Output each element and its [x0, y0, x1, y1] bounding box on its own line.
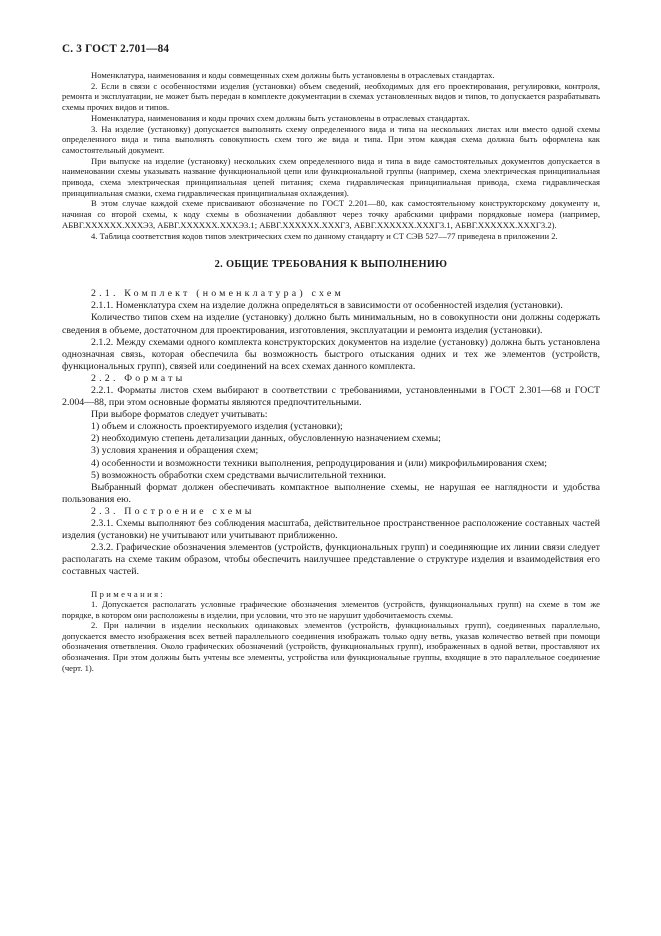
paragraph: 2.3.1. Схемы выполняют без соблюдения масштаба, действительное пространственное расположение составных частей изделия (установки) не учитывают или учитывают приближенно. — [62, 518, 600, 542]
page-content — [62, 70, 600, 673]
note-item: 1. Допускается располагать условные графические обозначения элементов (устройств, функциональных групп) на схеме в том же порядке, в котором они расположены в изделии, при условии, что это не нарушит удобочитаемость схемы. — [62, 599, 600, 620]
list-item: 1) объем и сложность проектируемого изделия (установки); — [91, 421, 343, 433]
section-body — [62, 288, 600, 578]
intro-paragraph: 2. Если в связи с особенностями изделия (установки) объем сведений, необходимых для его проектирования, регулировки, контроля, ремонта и эксплуатации, не может быть передан в комплекте документации в схемах установленных видов и типов, то допускается разрабатывать схемы прочих видов и типов. — [62, 80, 600, 113]
note-item: 2. При наличии в изделии нескольких одинаковых элементов (устройств, функциональных групп), соединенных параллельно, допускается вместо изображения всех ветвей параллельного соединения изображать только одну ветвь, указав количество ветвей при помощи обозначения ответвления. Около графических обозначений (устройств, функциональных групп), изображенных в одной ветви, проставляют их обозначения. При этом должны быть учтены все элементы, устройства или функциональные группы, входящие в это параллельное соединение (черт. 1). — [62, 620, 600, 673]
list-item: 3) условия хранения и обращения схем; — [91, 445, 259, 457]
list-item: 4) особенности и возможности техники выполнения, репродуцирования и (или) микрофильмирования схем; — [91, 457, 548, 469]
intro-block — [62, 70, 600, 241]
intro-paragraph: 4. Таблица соответствия кодов типов электрических схем по данному стандарту и СТ СЭВ 527—77 приведена в приложении 2. — [91, 230, 558, 241]
paragraph: 2.2.1. Форматы листов схем выбирают в соответствии с требованиями, установленными в ГОСТ 2.301—68 и ГОСТ 2.004—88, при этом основные форматы являются предпочтительными. — [62, 385, 600, 409]
intro-paragraph: В этом случае каждой схеме присваивают обозначение по ГОСТ 2.201—80, как самостоятельному конструкторскому документу и, начиная со второй схемы, к коду схемы в обозначении добавляют через точку арабскими цифрами порядковые номера (например, АБВГ.XXXXXX.XXXЭ3, АБВГ.XXXXXX.XXXЭ3.1; АБВГ.XXXXXX.XXXГ3, АБВГ.XXXXXX.XXXГ3.1, АБВГ.XXXXXX.XXXГ3.2). — [62, 198, 600, 230]
paragraph: Выбранный формат должен обеспечивать компактное выполнение схемы, не нарушая ее наглядности и удобства пользования ею. — [62, 481, 600, 505]
paragraph: При выборе форматов следует учитывать: — [91, 409, 268, 421]
list-item: 2) необходимую степень детализации данных, обусловленную назначением схемы; — [91, 433, 441, 445]
page-header: С. 3 ГОСТ 2.701—84 — [62, 43, 170, 55]
notes-block — [62, 589, 600, 674]
intro-paragraph: При выпуске на изделие (установку) нескольких схем определенного вида и типа в виде самостоятельных документов допускается в наименовании схемы указывать название функциональной цепи или функциональной группы (например, схема электрическая принципиальная привода, схема электрическая принципиальная цепей питания; схема гидравлическая принципиальная привода, схема гидравлическая принципиальная смазки, схема гидравлическая принципиальная охлаждения). — [62, 155, 600, 198]
paragraph: 2.1.1. Номенклатура схем на изделие должна определяться в зависимости от особенностей изделия (установки). — [91, 300, 563, 312]
paragraph: 2.3.2. Графические обозначения элементов (устройств, функциональных групп) и соединяющие их линии связи следует располагать на схеме таким образом, чтобы обеспечить наилучшее представление о структуре изделия и взаимодействия его составных частей. — [62, 542, 600, 578]
intro-paragraph: 3. На изделие (установку) допускается выполнять схему определенного вида и типа на нескольких листах или вместо одной схемы определенного вида и типа выполнять совокупность схем того же вида и типа. При этом каждая схема должна быть оформлена как самостоятельный документ. — [62, 123, 600, 155]
paragraph: Количество типов схем на изделие (установку) должно быть минимальным, но в совокупности они должны содержать сведения в объеме, достаточном для проектирования, изготовления, эксплуатации и ремонта изделия (установки). — [62, 312, 600, 336]
subsection-heading: 2.3. Построение схемы — [91, 505, 255, 517]
notes-label: Примечания: — [91, 588, 166, 599]
subsection-heading: 2.1. Комплект (номенклатура) схем — [91, 288, 344, 300]
list-item: 5) возможность обработки схем средствами вычислительной техники. — [91, 469, 387, 481]
subsection-heading: 2.2. Форматы — [91, 372, 186, 384]
intro-paragraph: Номенклатура, наименования и коды совмещенных схем должны быть установлены в отраслевых стандартах. — [91, 70, 495, 80]
paragraph: 2.1.2. Между схемами одного комплекта конструкторских документов на изделие (установку) должна быть установлена однозначная связь, которая обеспечила бы возможность быстрого отыскания одних и тех же элементов (устройств, функциональных групп), связей или соединений на всех схемах данного комплекта. — [62, 336, 600, 372]
section-title: 2. ОБЩИЕ ТРЕБОВАНИЯ К ВЫПОЛНЕНИЮ — [214, 259, 448, 271]
intro-paragraph: Номенклатура, наименования и коды прочих схем должны быть установлены в отраслевых стандартах. — [91, 112, 470, 123]
